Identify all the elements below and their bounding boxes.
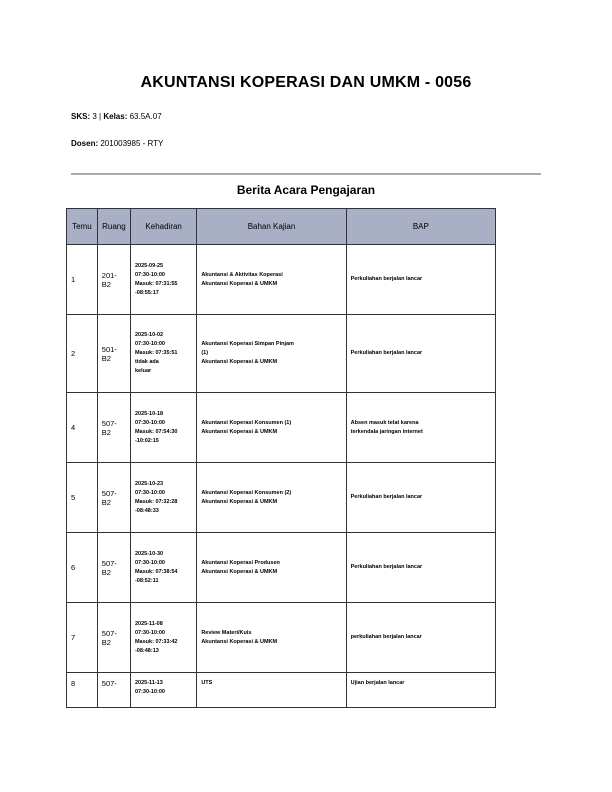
cell-bahan-kajian-line: Akuntansi Koperasi & UMKM — [201, 280, 278, 287]
cell-kehadiran-line: keluar — [134, 368, 152, 374]
cell-bahan-kajian-line: Akuntansi Koperasi Produsen — [201, 559, 280, 566]
cell-temu-line: 1 — [71, 275, 76, 284]
section-title: Berita Acara Pengajaran — [236, 183, 376, 197]
cell-ruang-line: B2 — [101, 427, 111, 437]
cell-bap-line: terkendala jaringan internet — [350, 428, 423, 435]
cell-kehadiran — [130, 533, 196, 603]
cell-kehadiran-line: 2025-10-18 — [134, 410, 164, 417]
cell-bahan-kajian — [197, 463, 346, 533]
sks-label: SKS: — [71, 112, 91, 121]
cell-ruang-line: B2 — [101, 637, 111, 647]
cell-ruang-line: 507- — [101, 558, 117, 568]
cell-ruang-line: B2 — [101, 279, 111, 289]
cell-ruang — [97, 533, 130, 603]
course-meta — [71, 112, 162, 121]
cell-bahan-kajian — [197, 393, 346, 463]
cell-bahan-kajian-line: Review Materi/Kuis — [201, 629, 252, 636]
cell-kehadiran — [130, 673, 196, 708]
cell-bahan-kajian — [197, 673, 346, 708]
cell-temu-line: 6 — [71, 563, 76, 572]
cell-bahan-kajian-line: Akuntansi Koperasi Konsumen (1) — [201, 419, 292, 426]
table-row — [67, 393, 496, 463]
cell-bap — [346, 603, 495, 673]
table-row — [67, 533, 496, 603]
table-row — [67, 245, 496, 315]
cell-temu — [67, 673, 98, 708]
column-header-temu: Temu — [67, 209, 98, 245]
cell-temu-line: 7 — [71, 633, 76, 642]
cell-kehadiran-line: 07:30-10:00 — [134, 689, 165, 695]
cell-bap-line: perkuliahan berjalan lancar — [350, 634, 422, 640]
cell-temu — [67, 533, 98, 603]
cell-kehadiran-line: 07:30-10:00 — [134, 559, 165, 566]
cell-ruang-line: 507- — [101, 628, 117, 638]
cell-temu — [67, 393, 98, 463]
cell-ruang-line: 501- — [101, 344, 117, 354]
cell-bahan-kajian — [197, 245, 346, 315]
document-title: AKUNTANSI KOPERASI DAN UMKM - 0056 — [140, 74, 472, 91]
cell-kehadiran-line: 2025-11-13 — [134, 680, 163, 686]
cell-bap — [346, 245, 495, 315]
dosen-value: 201003985 - RTY — [100, 139, 164, 148]
table-row — [67, 315, 496, 393]
cell-kehadiran-line: 2025-10-02 — [134, 332, 164, 338]
cell-kehadiran-line: -08:52:11 — [134, 577, 159, 584]
cell-temu — [67, 603, 98, 673]
cell-kehadiran-line: 2025-10-23 — [134, 480, 164, 487]
cell-ruang-line: B2 — [101, 497, 111, 507]
cell-ruang-line: 507- — [101, 679, 117, 688]
cell-bahan-kajian-line: (1) — [201, 350, 209, 356]
cell-kehadiran-line: 07:30-10:00 — [134, 341, 165, 347]
cell-kehadiran — [130, 245, 196, 315]
cell-kehadiran — [130, 315, 196, 393]
cell-ruang-line: 507- — [101, 488, 117, 498]
cell-bahan-kajian-line: Akuntansi Koperasi & UMKM — [201, 568, 278, 575]
cell-ruang — [97, 315, 130, 393]
cell-kehadiran-line: Masuk: 07:32:28 — [134, 498, 178, 505]
cell-kehadiran-line: tidak ada — [134, 359, 159, 365]
cell-bap — [346, 533, 495, 603]
cell-ruang — [97, 393, 130, 463]
cell-bahan-kajian — [197, 533, 346, 603]
cell-bahan-kajian-line: Akuntansi Koperasi Simpan Pinjam — [201, 341, 294, 347]
cell-kehadiran-line: -08:48:13 — [134, 647, 159, 654]
cell-bahan-kajian-line: Akuntansi & Aktivitas Koperasi — [201, 271, 283, 278]
cell-bap — [346, 315, 495, 393]
cell-bahan-kajian — [197, 603, 346, 673]
table-row — [67, 603, 496, 673]
cell-bahan-kajian-line: Akuntansi Koperasi Konsumen (2) — [201, 489, 292, 496]
cell-bahan-kajian — [197, 315, 346, 393]
column-header-bap: BAP — [346, 209, 495, 245]
cell-bahan-kajian-line: UTS — [201, 680, 213, 686]
divider — [71, 173, 541, 175]
cell-bap — [346, 673, 495, 708]
cell-kehadiran-line: Masuk: 07:38:54 — [134, 568, 178, 575]
cell-kehadiran-line: 07:30-10:00 — [134, 489, 165, 496]
cell-kehadiran-line: 07:30-10:00 — [134, 271, 165, 278]
cell-bap — [346, 463, 495, 533]
cell-kehadiran-line: 2025-09-25 — [134, 262, 164, 269]
cell-kehadiran-line: 07:30-10:00 — [134, 629, 165, 636]
lecturer-meta — [71, 139, 163, 148]
cell-ruang — [97, 603, 130, 673]
cell-kehadiran-line: 2025-11-08 — [134, 620, 163, 627]
cell-kehadiran — [130, 393, 196, 463]
cell-temu-line: 5 — [71, 493, 76, 502]
bap-table — [66, 208, 496, 708]
cell-kehadiran-line: -08:48:33 — [134, 507, 159, 514]
cell-ruang-line: B2 — [101, 567, 111, 577]
kelas-label: Kelas: — [103, 112, 128, 121]
cell-bap-line: Perkuliahan berjalan lancar — [350, 494, 423, 500]
cell-temu-line: 4 — [71, 423, 76, 432]
cell-kehadiran-line: Masuk: 07:54:30 — [134, 428, 178, 435]
column-header-bahan-kajian: Bahan Kajian — [197, 209, 346, 245]
cell-bap-line: Ujian berjalan lancar — [350, 680, 405, 686]
table-header-row — [67, 209, 496, 245]
cell-temu-line: 8 — [71, 679, 76, 688]
cell-temu-line: 2 — [71, 349, 76, 358]
cell-ruang — [97, 245, 130, 315]
cell-bap-line: Perkuliahan berjalan lancar — [350, 564, 423, 570]
cell-kehadiran-line: -10:02:15 — [134, 437, 159, 444]
cell-kehadiran-line: Masuk: 07:31:55 — [134, 280, 178, 287]
cell-ruang-line: 201- — [101, 270, 117, 280]
cell-ruang — [97, 463, 130, 533]
cell-kehadiran-line: Masuk: 07:33:42 — [134, 638, 178, 645]
column-header-ruang: Ruang — [97, 209, 130, 245]
cell-bap-line: Absen masuk telat karena — [350, 419, 419, 426]
cell-temu — [67, 245, 98, 315]
cell-temu — [67, 463, 98, 533]
cell-kehadiran — [130, 463, 196, 533]
column-header-kehadiran: Kehadiran — [130, 209, 196, 245]
cell-bap-line: Perkuliahan berjalan lancar — [350, 350, 423, 356]
kelas-value: 63.5A.07 — [129, 112, 162, 121]
cell-kehadiran-line: 07:30-10:00 — [134, 419, 165, 426]
cell-ruang-line: B2 — [101, 353, 111, 363]
sks-value: 3 — [92, 112, 97, 121]
cell-ruang — [97, 673, 130, 708]
meta-separator: | — [99, 112, 102, 121]
table-row — [67, 463, 496, 533]
cell-temu — [67, 315, 98, 393]
cell-bahan-kajian-line: Akuntansi Koperasi & UMKM — [201, 428, 278, 435]
cell-kehadiran-line: 2025-10-30 — [134, 550, 164, 557]
cell-bap — [346, 393, 495, 463]
cell-bap-line: Perkuliahan berjalan lancar — [350, 276, 423, 282]
cell-ruang-line: 507- — [101, 418, 117, 428]
table-row — [67, 673, 496, 708]
cell-bahan-kajian-line: Akuntansi Koperasi & UMKM — [201, 638, 278, 645]
cell-bahan-kajian-line: Akuntansi Koperasi & UMKM — [201, 359, 278, 365]
dosen-label: Dosen: — [71, 139, 99, 148]
cell-kehadiran-line: Masuk: 07:35:51 — [134, 350, 178, 356]
cell-kehadiran-line: -08:55:17 — [134, 289, 159, 296]
cell-bahan-kajian-line: Akuntansi Koperasi & UMKM — [201, 498, 278, 505]
cell-kehadiran — [130, 603, 196, 673]
